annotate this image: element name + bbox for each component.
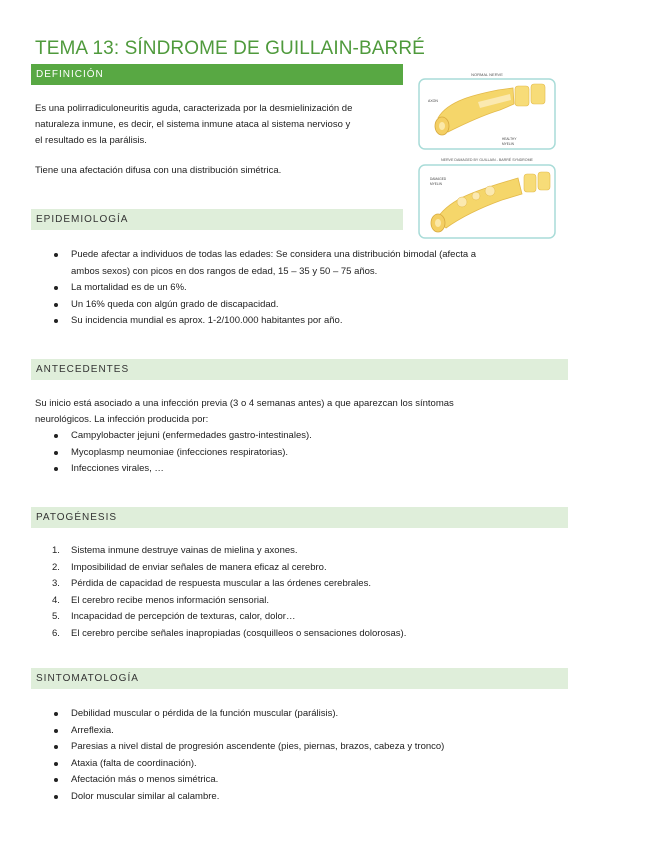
list-item-text: La mortalidad es de un 6%. (71, 282, 187, 293)
damaged-myelin-label-2: MYELIN (430, 182, 442, 186)
nerve-diagram (418, 70, 556, 240)
list-item (35, 543, 406, 560)
list-item (35, 789, 444, 806)
definicion-line: naturaleza inmune, es decir, el sistema inmune ataca al sistema nervioso y (35, 119, 351, 130)
list-item (35, 445, 312, 462)
list-item (35, 626, 406, 643)
list-item (35, 723, 444, 740)
list-number: 1. (52, 545, 60, 556)
list-item-text: Sistema inmune destruye vainas de mielina y axones. (71, 545, 298, 556)
normal-nerve-label: NORMAL NERVE (471, 72, 503, 77)
list-item-text: Su incidencia mundial es aprox. 1-2/100.000 habitantes por año. (71, 315, 343, 326)
list-item-line: ambos sexos) con picos en dos rangos de edad, 15 – 35 y 50 – 75 años. (71, 265, 378, 277)
list-item (35, 739, 444, 756)
list-item-text: Ataxia (falta de coordinación). (71, 757, 197, 769)
list-item (35, 576, 406, 593)
definicion-line: Es una polirradiculoneuritis aguda, caracterizada por la desmielinización de (35, 103, 353, 114)
section-heading-epidemiologia: EPIDEMIOLOGÍA (31, 209, 403, 230)
list-item-text: El cerebro percibe señales inapropiadas (cosquilleos o sensaciones dolorosas). (71, 627, 407, 639)
list-item-text: Afectación más o menos simétrica. (71, 774, 219, 785)
list-item (35, 297, 476, 314)
list-item-text: Dolor muscular similar al calambre. (71, 790, 220, 802)
list-item-text: Arreflexia. (71, 724, 114, 736)
list-item (35, 247, 476, 280)
list-item (35, 706, 444, 723)
list-item (35, 428, 312, 445)
list-item-text: Incapacidad de percepción de texturas, calor, dolor… (71, 611, 296, 622)
antecedentes-line: Su inicio está asociado a una infección previa (3 o 4 semanas antes) a que aparezcan los síntomas (35, 398, 454, 409)
healthy-myelin-label-1: HEALTHY (502, 137, 517, 141)
list-item (35, 593, 406, 610)
list-number: 2. (52, 561, 60, 573)
list-number: 4. (52, 594, 60, 606)
list-item-text: Paresias a nivel distal de progresión ascendente (pies, piernas, brazos, cabeza y tronco) (71, 741, 445, 752)
list-item-line: Puede afectar a individuos de todas las edades: Se considera una distribución bimodal (afecta a (71, 249, 477, 260)
list-item-text: Debilidad muscular o pérdida de la función muscular (parálisis). (71, 708, 339, 719)
page-title: TEMA 13: SÍNDROME DE GUILLAIN-BARRÉ (35, 38, 425, 59)
list-item (35, 313, 476, 330)
list-number: 5. (52, 611, 60, 622)
definicion-paragraph-1 (35, 101, 352, 149)
list-item-text: Infecciones virales, … (71, 463, 164, 474)
damaged-nerve-label: NERVE DAMAGED BY GUILLAIN - BARRÉ SYNDROME (441, 158, 533, 162)
section-heading-antecedentes: ANTECEDENTES (31, 359, 568, 380)
list-item-text: Campylobacter jejuni (enfermedades gastro-intestinales). (71, 430, 312, 441)
list-item (35, 609, 406, 626)
list-number: 6. (52, 627, 60, 639)
list-item-text: El cerebro recibe menos información sensorial. (71, 594, 270, 606)
list-item-text: Mycoplasmp neumoniae (infecciones respiratorias). (71, 446, 289, 458)
list-item (35, 560, 406, 577)
list-item-text: Un 16% queda con algún grado de discapacidad. (71, 298, 279, 310)
epidemiologia-list (35, 247, 476, 330)
section-heading-sintomatologia: SINTOMATOLOGÍA (31, 668, 568, 689)
patogenesis-list (35, 543, 406, 642)
definicion-paragraph-2: Tiene una afectación difusa con una distribución simétrica. (35, 165, 282, 176)
list-number: 3. (52, 578, 60, 589)
list-item (35, 280, 476, 297)
list-item (35, 756, 444, 773)
section-heading-definicion: DEFINICIÓN (31, 64, 403, 85)
sintomatologia-list (35, 706, 444, 805)
axon-label: AXON (428, 99, 438, 103)
list-item-text: Pérdida de capacidad de respuesta muscular a las órdenes cerebrales. (71, 578, 371, 589)
nerve-illustration (418, 70, 556, 240)
list-item-text: Imposibilidad de enviar señales de manera eficaz al cerebro. (71, 561, 327, 573)
list-item (35, 772, 444, 789)
list-item (35, 461, 312, 478)
definicion-line: el resultado es la parálisis. (35, 135, 147, 146)
healthy-myelin-label-2: MYELIN (502, 142, 514, 146)
antecedentes-list (35, 428, 312, 478)
section-heading-patogenesis: PATOGÉNESIS (31, 507, 568, 528)
antecedentes-intro (35, 396, 454, 428)
damaged-myelin-label-1: DAMAGED (430, 177, 447, 181)
antecedentes-line: neurológicos. La infección producida por: (35, 414, 209, 425)
